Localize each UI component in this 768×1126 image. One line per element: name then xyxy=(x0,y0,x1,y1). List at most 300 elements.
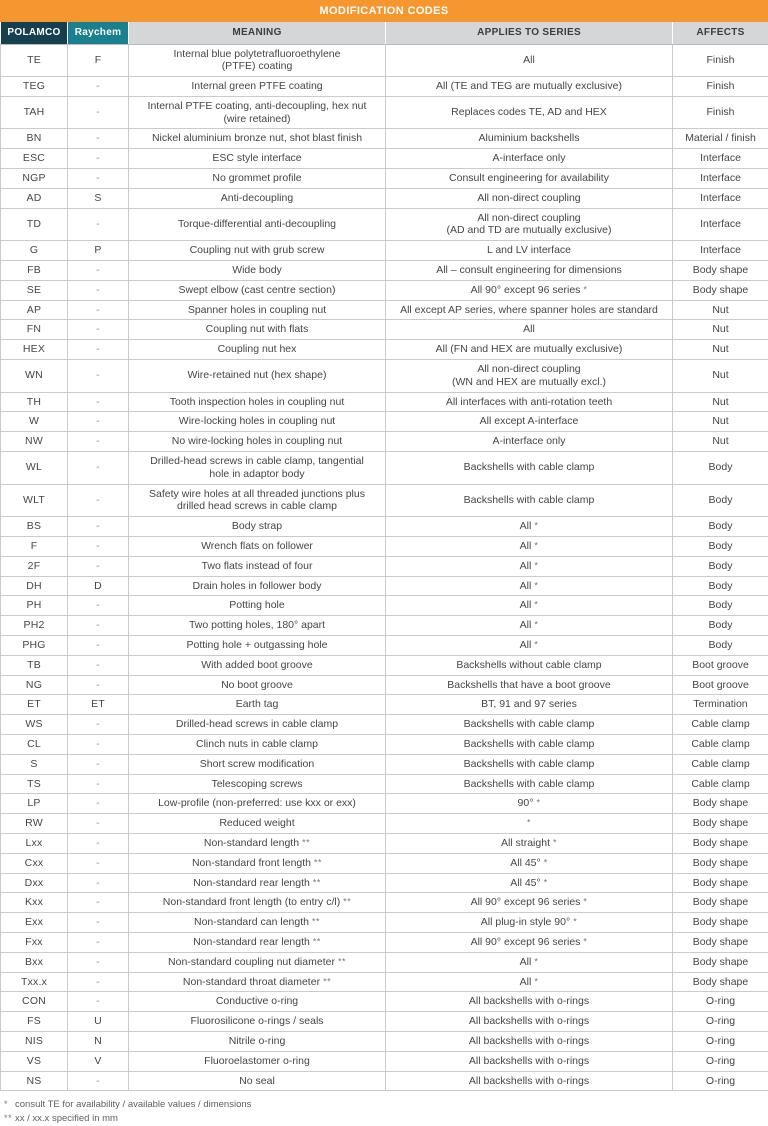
cell-polamco-code: W xyxy=(1,412,68,432)
cell-raychem-code: - xyxy=(68,715,129,735)
cell-affects: Nut xyxy=(673,412,768,432)
table-row xyxy=(1,814,768,834)
cell-affects: Body xyxy=(673,537,768,557)
cell-meaning: Non-standard front length ** xyxy=(129,853,386,873)
cell-meaning: Conductive o-ring xyxy=(129,992,386,1012)
footnote-marker: ** xyxy=(309,916,320,926)
cell-affects: Termination xyxy=(673,695,768,715)
table-row xyxy=(1,794,768,814)
cell-polamco-code: RW xyxy=(1,814,68,834)
cell-raychem-code: - xyxy=(68,360,129,393)
table-title-bar xyxy=(0,0,768,22)
cell-raychem-code: - xyxy=(68,432,129,452)
table-row xyxy=(1,1012,768,1032)
table-row xyxy=(1,452,768,485)
column-header-raychem: Raychem xyxy=(68,22,129,44)
cell-raychem-code: - xyxy=(68,517,129,537)
cell-polamco-code: TAH xyxy=(1,96,68,129)
cell-raychem-code: - xyxy=(68,833,129,853)
cell-polamco-code: FB xyxy=(1,261,68,281)
footnote-marker: ** xyxy=(299,837,310,847)
cell-affects: Body shape xyxy=(673,794,768,814)
cell-meaning: Safety wire holes at all threaded junctions plus drilled head screws in cable clamp xyxy=(129,484,386,517)
cell-applies-to-series: Backshells with cable clamp xyxy=(386,452,673,485)
cell-affects: O-ring xyxy=(673,1051,768,1071)
table-row xyxy=(1,655,768,675)
cell-affects: Cable clamp xyxy=(673,734,768,754)
cell-polamco-code: WN xyxy=(1,360,68,393)
cell-meaning: Wire-retained nut (hex shape) xyxy=(129,360,386,393)
cell-applies-to-series: A-interface only xyxy=(386,432,673,452)
cell-affects: Body xyxy=(673,596,768,616)
cell-meaning: Drain holes in follower body xyxy=(129,576,386,596)
cell-raychem-code: - xyxy=(68,556,129,576)
cell-applies-to-series: All (FN and HEX are mutually exclusive) xyxy=(386,340,673,360)
cell-affects: O-ring xyxy=(673,1012,768,1032)
table-row xyxy=(1,340,768,360)
cell-applies-to-series: All non-direct coupling xyxy=(386,188,673,208)
cell-applies-to-series: All backshells with o-rings xyxy=(386,1012,673,1032)
cell-applies-to-series: Consult engineering for availability xyxy=(386,169,673,189)
table-row xyxy=(1,360,768,393)
cell-meaning: No grommet profile xyxy=(129,169,386,189)
column-header-meaning: MEANING xyxy=(129,22,386,44)
cell-applies-to-series: Aluminium backshells xyxy=(386,129,673,149)
cell-meaning: Fluoroelastomer o-ring xyxy=(129,1051,386,1071)
cell-meaning: Coupling nut with grub screw xyxy=(129,241,386,261)
cell-meaning: ESC style interface xyxy=(129,149,386,169)
footnote-marker: * xyxy=(580,936,587,946)
cell-raychem-code: - xyxy=(68,655,129,675)
cell-applies-to-series xyxy=(386,814,673,834)
cell-polamco-code: Lxx xyxy=(1,833,68,853)
cell-polamco-code: WLT xyxy=(1,484,68,517)
cell-polamco-code: BN xyxy=(1,129,68,149)
cell-applies-to-series: All – consult engineering for dimensions xyxy=(386,261,673,281)
cell-raychem-code: - xyxy=(68,814,129,834)
cell-meaning: Nickel aluminium bronze nut, shot blast finish xyxy=(129,129,386,149)
footnote-marker: ** xyxy=(310,877,321,887)
cell-raychem-code: - xyxy=(68,129,129,149)
cell-applies-to-series: All * xyxy=(386,517,673,537)
cell-raychem-code: - xyxy=(68,972,129,992)
cell-raychem-code: U xyxy=(68,1012,129,1032)
cell-raychem-code: - xyxy=(68,616,129,636)
cell-meaning: No boot groove xyxy=(129,675,386,695)
cell-affects: Body xyxy=(673,636,768,656)
cell-meaning: Non-standard can length ** xyxy=(129,913,386,933)
cell-affects: Body shape xyxy=(673,853,768,873)
cell-affects: Boot groove xyxy=(673,675,768,695)
cell-raychem-code: - xyxy=(68,636,129,656)
cell-applies-to-series: All * xyxy=(386,576,673,596)
footnote-marker: ** xyxy=(310,936,321,946)
cell-polamco-code: S xyxy=(1,754,68,774)
cell-meaning: With added boot groove xyxy=(129,655,386,675)
cell-applies-to-series: All * xyxy=(386,952,673,972)
cell-applies-to-series: Backshells with cable clamp xyxy=(386,715,673,735)
cell-meaning: No seal xyxy=(129,1071,386,1091)
cell-affects: Body xyxy=(673,517,768,537)
cell-meaning: Spanner holes in coupling nut xyxy=(129,300,386,320)
cell-polamco-code: NG xyxy=(1,675,68,695)
table-row xyxy=(1,484,768,517)
footnote-marker: ** xyxy=(311,857,322,867)
cell-raychem-code: - xyxy=(68,774,129,794)
cell-meaning: Non-standard front length (to entry c/l) ** xyxy=(129,893,386,913)
cell-polamco-code: Bxx xyxy=(1,952,68,972)
cell-applies-to-series: All except A-interface xyxy=(386,412,673,432)
table-row xyxy=(1,77,768,97)
cell-raychem-code: - xyxy=(68,913,129,933)
cell-affects: Material / finish xyxy=(673,129,768,149)
cell-meaning: Tooth inspection holes in coupling nut xyxy=(129,392,386,412)
cell-applies-to-series: Backshells with cable clamp xyxy=(386,754,673,774)
footnote-marker: * xyxy=(531,639,538,649)
cell-meaning: Internal blue polytetrafluoroethylene (PTFE) coating xyxy=(129,44,386,77)
cell-polamco-code: PH2 xyxy=(1,616,68,636)
cell-affects: Interface xyxy=(673,149,768,169)
cell-applies-to-series: All backshells with o-rings xyxy=(386,1071,673,1091)
table-row xyxy=(1,576,768,596)
cell-meaning: Reduced weight xyxy=(129,814,386,834)
cell-polamco-code: NW xyxy=(1,432,68,452)
table-row xyxy=(1,636,768,656)
cell-affects: O-ring xyxy=(673,1031,768,1051)
footnote-marker: * xyxy=(550,837,557,847)
footnote-item-marker: ** xyxy=(4,1112,15,1125)
table-row xyxy=(1,913,768,933)
cell-meaning: Low-profile (non-preferred: use kxx or exx) xyxy=(129,794,386,814)
cell-raychem-code: N xyxy=(68,1031,129,1051)
table-row xyxy=(1,873,768,893)
cell-raychem-code: - xyxy=(68,149,129,169)
cell-affects: Nut xyxy=(673,340,768,360)
cell-applies-to-series: L and LV interface xyxy=(386,241,673,261)
cell-meaning: Coupling nut with flats xyxy=(129,320,386,340)
table-row xyxy=(1,754,768,774)
cell-meaning: Non-standard coupling nut diameter ** xyxy=(129,952,386,972)
cell-raychem-code: - xyxy=(68,873,129,893)
table-row xyxy=(1,320,768,340)
footnote-marker: * xyxy=(580,897,587,907)
footnote-marker: * xyxy=(531,521,538,531)
cell-affects: Body shape xyxy=(673,893,768,913)
cell-polamco-code: PH xyxy=(1,596,68,616)
table-row xyxy=(1,129,768,149)
cell-polamco-code: NIS xyxy=(1,1031,68,1051)
cell-meaning: Body strap xyxy=(129,517,386,537)
cell-applies-to-series: Replaces codes TE, AD and HEX xyxy=(386,96,673,129)
cell-meaning: Wire-locking holes in coupling nut xyxy=(129,412,386,432)
footnote-marker: * xyxy=(531,600,538,610)
cell-applies-to-series: All * xyxy=(386,972,673,992)
cell-polamco-code: 2F xyxy=(1,556,68,576)
cell-meaning: Nitrile o-ring xyxy=(129,1031,386,1051)
cell-polamco-code: FS xyxy=(1,1012,68,1032)
table-row xyxy=(1,44,768,77)
cell-polamco-code: TE xyxy=(1,44,68,77)
cell-affects: Cable clamp xyxy=(673,715,768,735)
cell-affects: Interface xyxy=(673,169,768,189)
cell-raychem-code: S xyxy=(68,188,129,208)
footnote-marker: ** xyxy=(340,897,351,907)
cell-applies-to-series: All except AP series, where spanner holes are standard xyxy=(386,300,673,320)
cell-affects: Nut xyxy=(673,432,768,452)
table-row xyxy=(1,616,768,636)
cell-polamco-code: AD xyxy=(1,188,68,208)
cell-raychem-code: - xyxy=(68,392,129,412)
table-row xyxy=(1,556,768,576)
cell-raychem-code: - xyxy=(68,280,129,300)
cell-raychem-code: - xyxy=(68,932,129,952)
cell-raychem-code: - xyxy=(68,992,129,1012)
cell-affects: Interface xyxy=(673,241,768,261)
footnote-marker: * xyxy=(527,817,531,827)
cell-meaning: Earth tag xyxy=(129,695,386,715)
footnote-marker: * xyxy=(570,916,577,926)
cell-applies-to-series: BT, 91 and 97 series xyxy=(386,695,673,715)
cell-meaning: Anti-decoupling xyxy=(129,188,386,208)
cell-affects: Body xyxy=(673,616,768,636)
cell-affects: Cable clamp xyxy=(673,754,768,774)
cell-polamco-code: NS xyxy=(1,1071,68,1091)
cell-raychem-code: - xyxy=(68,452,129,485)
cell-raychem-code: ET xyxy=(68,695,129,715)
cell-raychem-code: - xyxy=(68,675,129,695)
cell-affects: Nut xyxy=(673,392,768,412)
cell-polamco-code: Kxx xyxy=(1,893,68,913)
table-row xyxy=(1,853,768,873)
footnote-marker: * xyxy=(541,857,548,867)
cell-meaning: Torque-differential anti-decoupling xyxy=(129,208,386,241)
cell-raychem-code: - xyxy=(68,1071,129,1091)
cell-affects: Boot groove xyxy=(673,655,768,675)
table-row xyxy=(1,715,768,735)
cell-polamco-code: LP xyxy=(1,794,68,814)
cell-polamco-code: Cxx xyxy=(1,853,68,873)
cell-polamco-code: ET xyxy=(1,695,68,715)
cell-affects: Body xyxy=(673,452,768,485)
cell-polamco-code: TB xyxy=(1,655,68,675)
table-row xyxy=(1,893,768,913)
footnote-marker: * xyxy=(531,956,538,966)
footnote-marker: ** xyxy=(335,956,346,966)
cell-polamco-code: FN xyxy=(1,320,68,340)
table-row xyxy=(1,517,768,537)
footnote-marker: ** xyxy=(320,976,331,986)
table-row xyxy=(1,952,768,972)
footnote-marker: * xyxy=(531,540,538,550)
cell-affects: Body shape xyxy=(673,814,768,834)
footnote-item xyxy=(4,1098,764,1112)
cell-affects: O-ring xyxy=(673,992,768,1012)
cell-affects: Finish xyxy=(673,77,768,97)
cell-raychem-code: V xyxy=(68,1051,129,1071)
footnote-item-text: xx / xx.x specified in mm xyxy=(15,1112,118,1126)
cell-applies-to-series: All xyxy=(386,320,673,340)
cell-polamco-code: VS xyxy=(1,1051,68,1071)
cell-polamco-code: TEG xyxy=(1,77,68,97)
table-row xyxy=(1,734,768,754)
table-row xyxy=(1,1071,768,1091)
cell-applies-to-series: All * xyxy=(386,556,673,576)
cell-meaning: Internal green PTFE coating xyxy=(129,77,386,97)
cell-affects: Finish xyxy=(673,44,768,77)
footnote-marker: * xyxy=(531,976,538,986)
table-row xyxy=(1,169,768,189)
cell-raychem-code: - xyxy=(68,340,129,360)
footnote-marker: * xyxy=(541,877,548,887)
cell-polamco-code: PHG xyxy=(1,636,68,656)
table-row xyxy=(1,596,768,616)
cell-applies-to-series: All non-direct coupling (AD and TD are mutually exclusive) xyxy=(386,208,673,241)
footnote-item xyxy=(4,1112,764,1126)
cell-raychem-code: - xyxy=(68,853,129,873)
cell-affects: Body shape xyxy=(673,952,768,972)
cell-meaning: Non-standard throat diameter ** xyxy=(129,972,386,992)
cell-raychem-code: - xyxy=(68,794,129,814)
cell-applies-to-series: All 45° * xyxy=(386,853,673,873)
cell-polamco-code: Fxx xyxy=(1,932,68,952)
table-row xyxy=(1,992,768,1012)
footnote-item-marker: * xyxy=(4,1098,15,1111)
cell-polamco-code: G xyxy=(1,241,68,261)
cell-affects: Body xyxy=(673,556,768,576)
cell-meaning: Clinch nuts in cable clamp xyxy=(129,734,386,754)
table-row xyxy=(1,280,768,300)
table-row xyxy=(1,695,768,715)
cell-meaning: Internal PTFE coating, anti-decoupling, hex nut (wire retained) xyxy=(129,96,386,129)
column-header-applies-to-series: APPLIES TO SERIES xyxy=(386,22,673,44)
cell-raychem-code: - xyxy=(68,77,129,97)
table-row xyxy=(1,149,768,169)
cell-raychem-code: - xyxy=(68,208,129,241)
modification-codes-table xyxy=(0,22,768,1091)
cell-applies-to-series: All straight * xyxy=(386,833,673,853)
cell-meaning: Potting hole xyxy=(129,596,386,616)
table-row xyxy=(1,972,768,992)
cell-polamco-code: CON xyxy=(1,992,68,1012)
cell-polamco-code: TH xyxy=(1,392,68,412)
cell-applies-to-series: Backshells with cable clamp xyxy=(386,734,673,754)
cell-applies-to-series: All xyxy=(386,44,673,77)
cell-polamco-code: BS xyxy=(1,517,68,537)
cell-meaning: Drilled-head screws in cable clamp, tangential hole in adaptor body xyxy=(129,452,386,485)
column-header-affects: AFFECTS xyxy=(673,22,768,44)
cell-affects: Body shape xyxy=(673,932,768,952)
cell-affects: Nut xyxy=(673,320,768,340)
cell-applies-to-series: All (TE and TEG are mutually exclusive) xyxy=(386,77,673,97)
cell-polamco-code: DH xyxy=(1,576,68,596)
footnote-marker: * xyxy=(533,798,540,808)
cell-applies-to-series: All 90° except 96 series * xyxy=(386,280,673,300)
cell-polamco-code: TD xyxy=(1,208,68,241)
cell-meaning: Wide body xyxy=(129,261,386,281)
cell-affects: Cable clamp xyxy=(673,774,768,794)
cell-raychem-code: D xyxy=(68,576,129,596)
cell-polamco-code: HEX xyxy=(1,340,68,360)
table-header xyxy=(1,22,768,44)
column-header-polamco: POLAMCO xyxy=(1,22,68,44)
cell-polamco-code: TS xyxy=(1,774,68,794)
table-row xyxy=(1,833,768,853)
table-row xyxy=(1,432,768,452)
table-row xyxy=(1,208,768,241)
cell-meaning: Wrench flats on follower xyxy=(129,537,386,557)
cell-applies-to-series: All * xyxy=(386,596,673,616)
cell-meaning: Short screw modification xyxy=(129,754,386,774)
cell-meaning: Potting hole + outgassing hole xyxy=(129,636,386,656)
header-row xyxy=(1,22,768,44)
cell-polamco-code: F xyxy=(1,537,68,557)
cell-affects: Finish xyxy=(673,96,768,129)
cell-polamco-code: AP xyxy=(1,300,68,320)
cell-applies-to-series: All backshells with o-rings xyxy=(386,992,673,1012)
cell-polamco-code: Dxx xyxy=(1,873,68,893)
cell-applies-to-series: All * xyxy=(386,616,673,636)
cell-meaning: Fluorosilicone o-rings / seals xyxy=(129,1012,386,1032)
table-row xyxy=(1,300,768,320)
cell-applies-to-series: Backshells that have a boot groove xyxy=(386,675,673,695)
cell-applies-to-series: All backshells with o-rings xyxy=(386,1031,673,1051)
cell-affects: Body xyxy=(673,484,768,517)
cell-affects: Body shape xyxy=(673,873,768,893)
cell-raychem-code: - xyxy=(68,754,129,774)
cell-affects: Nut xyxy=(673,300,768,320)
cell-meaning: Telescoping screws xyxy=(129,774,386,794)
cell-affects: Interface xyxy=(673,208,768,241)
cell-meaning: Drilled-head screws in cable clamp xyxy=(129,715,386,735)
cell-raychem-code: - xyxy=(68,952,129,972)
cell-meaning: Non-standard rear length ** xyxy=(129,873,386,893)
cell-affects: Body shape xyxy=(673,913,768,933)
cell-applies-to-series: Backshells with cable clamp xyxy=(386,774,673,794)
footnote-marker: * xyxy=(531,619,538,629)
table-body xyxy=(1,44,768,1091)
cell-applies-to-series: A-interface only xyxy=(386,149,673,169)
table-row xyxy=(1,537,768,557)
table-row xyxy=(1,412,768,432)
footnote-marker: * xyxy=(531,560,538,570)
cell-affects: Nut xyxy=(673,360,768,393)
cell-meaning: Non-standard length ** xyxy=(129,833,386,853)
cell-applies-to-series: All 90° except 96 series * xyxy=(386,893,673,913)
table-row xyxy=(1,96,768,129)
cell-applies-to-series: All plug-in style 90° * xyxy=(386,913,673,933)
cell-applies-to-series: All 45° * xyxy=(386,873,673,893)
cell-polamco-code: ESC xyxy=(1,149,68,169)
table-row xyxy=(1,932,768,952)
cell-applies-to-series: All 90° except 96 series * xyxy=(386,932,673,952)
cell-raychem-code: - xyxy=(68,596,129,616)
cell-meaning: Two potting holes, 180° apart xyxy=(129,616,386,636)
footnote-marker: * xyxy=(531,580,538,590)
cell-polamco-code: Exx xyxy=(1,913,68,933)
page-title: MODIFICATION CODES xyxy=(319,5,448,17)
cell-raychem-code: - xyxy=(68,537,129,557)
table-row xyxy=(1,1031,768,1051)
cell-raychem-code: P xyxy=(68,241,129,261)
cell-raychem-code: - xyxy=(68,412,129,432)
table-row xyxy=(1,261,768,281)
cell-applies-to-series: All backshells with o-rings xyxy=(386,1051,673,1071)
cell-applies-to-series: All * xyxy=(386,636,673,656)
cell-raychem-code: - xyxy=(68,734,129,754)
cell-applies-to-series: All * xyxy=(386,537,673,557)
cell-affects: Body shape xyxy=(673,833,768,853)
footnote-item-text: consult TE for availability / available values / dimensions xyxy=(15,1098,251,1112)
